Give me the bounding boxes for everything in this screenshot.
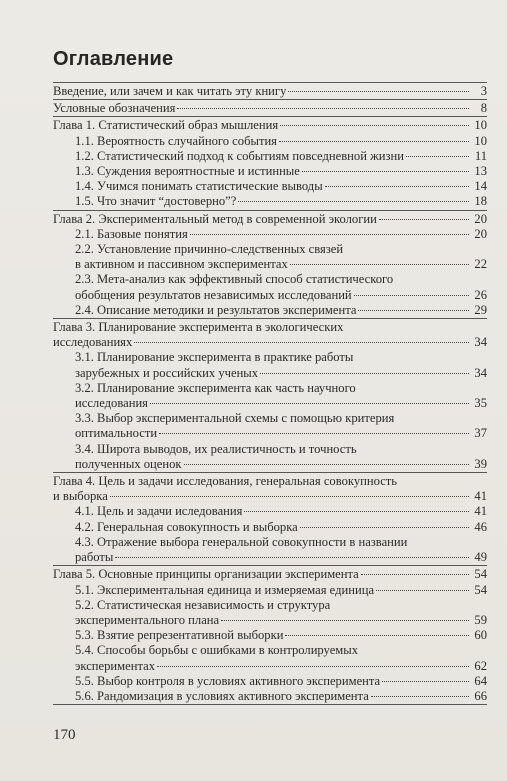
toc-entry-text: 3.1. Планирование эксперимента в практике работы: [75, 350, 354, 365]
toc-entry-text: 5.2. Статистическая независимость и структура: [75, 597, 331, 612]
toc-dot-leader: [379, 219, 469, 220]
toc-page-number: 66: [474, 688, 487, 703]
toc-dot-leader: [177, 108, 469, 109]
toc-page-number: 11: [474, 148, 487, 163]
toc-dot-leader: [279, 141, 469, 142]
toc-subsection-entry: [53, 535, 487, 565]
toc-entry-text: 1.2. Статистический подход к событиям повседневной жизни: [75, 148, 404, 163]
toc-chapter-entry: [53, 565, 487, 582]
toc-dot-leader: [290, 264, 469, 265]
toc-dot-leader: [280, 125, 469, 126]
toc-front-entry: [53, 99, 487, 116]
toc-entry-text: исследованиях: [53, 335, 133, 350]
page-number: 170: [53, 727, 76, 743]
toc-entry-text: оптимальности: [75, 426, 158, 441]
toc-page-number: 20: [474, 226, 487, 241]
toc-subsection-entry: [53, 583, 487, 598]
toc-page-number: 26: [474, 287, 487, 302]
toc-entry-text: 3.2. Планирование эксперимента как часть научного: [75, 380, 356, 395]
toc-page-number: 13: [474, 164, 487, 179]
toc-dot-leader: [285, 635, 469, 636]
toc-dot-leader: [110, 496, 469, 497]
toc-entry-text: 4.3. Отражение выбора генеральной совокупности в названии: [75, 534, 408, 549]
toc-dot-leader: [159, 433, 469, 434]
toc-entry-text: экспериментального плана: [75, 612, 220, 627]
table-of-contents: [53, 82, 487, 705]
toc-entry-text: 1.3. Суждения вероятностные и истинные: [75, 164, 300, 179]
toc-entry-text: Глава 4. Цель и задачи исследования, генеральная совокупность: [53, 474, 398, 489]
toc-subsection-entry: [53, 272, 487, 302]
toc-dot-leader: [371, 696, 469, 697]
toc-dot-leader: [358, 310, 469, 311]
toc-entry-text: в активном и пассивном экспериментах: [75, 257, 288, 272]
toc-entry-text: 5.1. Экспериментальная единица и измеряемая единица: [75, 582, 375, 597]
toc-entry-text: 2.2. Установление причинно-следственных связей: [75, 242, 344, 257]
toc-dot-leader: [260, 373, 469, 374]
toc-dot-leader: [325, 186, 469, 187]
toc-entry-text: Глава 5. Основные принципы организации эксперимента: [53, 567, 359, 582]
toc-entry-text: 1.5. Что значит “достоверно”?: [75, 194, 237, 209]
toc-page-number: 20: [474, 211, 487, 226]
toc-page-number: 10: [474, 133, 487, 148]
toc-subsection-entry: [53, 350, 487, 380]
toc-page-number: 18: [474, 194, 487, 209]
toc-subsection-entry: [53, 674, 487, 689]
toc-entry-text: Условные обозначения: [53, 101, 176, 116]
toc-subsection-entry: [53, 504, 487, 519]
toc-page-number: 8: [480, 101, 487, 116]
toc-chapter-entry: [53, 472, 487, 504]
toc-entry-text: обобщения результатов независимых исследований: [75, 287, 352, 302]
toc-page-number: 39: [474, 456, 487, 471]
toc-page-number: 10: [474, 118, 487, 133]
toc-entry-text: и выборка: [53, 489, 108, 504]
toc-entry-text: 5.3. Взятие репрезентативной выборки: [75, 628, 284, 643]
toc-chapter-entry: [53, 210, 487, 227]
toc-entry-text: Введение, или зачем и как читать эту книгу: [53, 84, 287, 98]
toc-entry-text: 1.1. Вероятность случайного события: [75, 133, 277, 148]
toc-entry-text: зарубежных и российских ученых: [75, 365, 259, 380]
toc-page-number: 35: [474, 396, 487, 411]
toc-subsection-entry: [53, 134, 487, 149]
toc-entry-text: экспериментах: [75, 658, 156, 673]
toc-page-number: 34: [474, 365, 487, 380]
toc-page-number: 54: [474, 582, 487, 597]
toc-entry-text: 5.4. Способы борьбы с ошибками в контролируемых: [75, 643, 359, 658]
toc-entry-text: 5.6. Рандомизация в условиях активного эксперимента: [75, 688, 369, 703]
toc-dot-leader: [244, 511, 469, 512]
toc-page-number: 49: [474, 550, 487, 565]
toc-dot-leader: [300, 527, 469, 528]
toc-entry-text: полученных оценок: [75, 456, 182, 471]
toc-entry-text: 4.1. Цель и задачи иследования: [75, 504, 243, 519]
toc-dot-leader: [288, 91, 469, 92]
toc-dot-leader: [184, 464, 469, 465]
toc-entry-text: работы: [75, 550, 114, 565]
toc-dot-leader: [150, 403, 469, 404]
toc-page-number: 54: [474, 567, 487, 582]
toc-dot-leader: [221, 620, 469, 621]
toc-page-number: 37: [474, 426, 487, 441]
toc-subsection-entry: [53, 303, 487, 318]
toc-entry-text: Глава 1. Статистический образ мышления: [53, 118, 279, 133]
toc-dot-leader: [361, 574, 469, 575]
toc-page-number: 62: [474, 658, 487, 673]
toc-page-number: 41: [474, 504, 487, 519]
toc-subsection-entry: [53, 643, 487, 673]
toc-dot-leader: [376, 590, 469, 591]
toc-subsection-entry: [53, 442, 487, 472]
toc-entry-text: 4.2. Генеральная совокупность и выборка: [75, 519, 298, 534]
toc-subsection-entry: [53, 164, 487, 179]
toc-subsection-entry: [53, 149, 487, 164]
toc-subsection-entry: [53, 242, 487, 272]
toc-entry-text: 3.3. Выбор экспериментальной схемы с помощью критерия: [75, 411, 395, 426]
toc-entry-text: 2.4. Описание методики и результатов эксперимента: [75, 302, 357, 317]
toc-page-number: 29: [474, 302, 487, 317]
toc-dot-leader: [134, 342, 469, 343]
toc-entry-text: Глава 2. Экспериментальный метод в современной экологии: [53, 211, 377, 226]
toc-entry-text: 2.1. Базовые понятия: [75, 226, 188, 241]
toc-dot-leader: [115, 557, 469, 558]
toc-dot-leader: [406, 156, 469, 157]
toc-chapter-entry: [53, 318, 487, 350]
toc-subsection-entry: [53, 381, 487, 411]
toc-subsection-entry: [53, 598, 487, 628]
toc-subsection-entry: [53, 628, 487, 643]
toc-page-number: 41: [474, 489, 487, 504]
toc-entry-text: 5.5. Выбор контроля в условиях активного эксперимента: [75, 673, 381, 688]
page-title: Оглавление: [53, 48, 174, 70]
toc-page-number: 3: [480, 84, 487, 98]
toc-subsection-entry: [53, 411, 487, 441]
toc-subsection-entry: [53, 520, 487, 535]
toc-entry-text: Глава 3. Планирование эксперимента в экологических: [53, 320, 344, 335]
toc-subsection-entry: [53, 194, 487, 209]
toc-page-number: 34: [474, 335, 487, 350]
toc-dot-leader: [157, 666, 469, 667]
toc-dot-leader: [354, 295, 469, 296]
toc-entry-text: 1.4. Учимся понимать статистические выводы: [75, 179, 323, 194]
toc-page-number: 59: [474, 612, 487, 627]
toc-dot-leader: [302, 171, 469, 172]
toc-page-number: 64: [474, 673, 487, 688]
toc-entry-text: 2.3. Мета-анализ как эффективный способ статистического: [75, 272, 394, 287]
toc-dot-leader: [238, 201, 469, 202]
toc-chapter-entry: [53, 116, 487, 133]
toc-subsection-entry: [53, 227, 487, 242]
toc-entry-text: исследования: [75, 396, 148, 411]
toc-entry-text: 3.4. Широта выводов, их реалистичность и точность: [75, 441, 357, 456]
toc-page-number: 22: [474, 257, 487, 272]
toc-dot-leader: [382, 681, 469, 682]
toc-subsection-entry: [53, 689, 487, 704]
toc-page-number: 46: [474, 519, 487, 534]
toc-page-number: 14: [474, 179, 487, 194]
toc-subsection-entry: [53, 179, 487, 194]
toc-page-number: 60: [474, 628, 487, 643]
toc-front-entry: [53, 83, 487, 99]
toc-dot-leader: [190, 234, 469, 235]
